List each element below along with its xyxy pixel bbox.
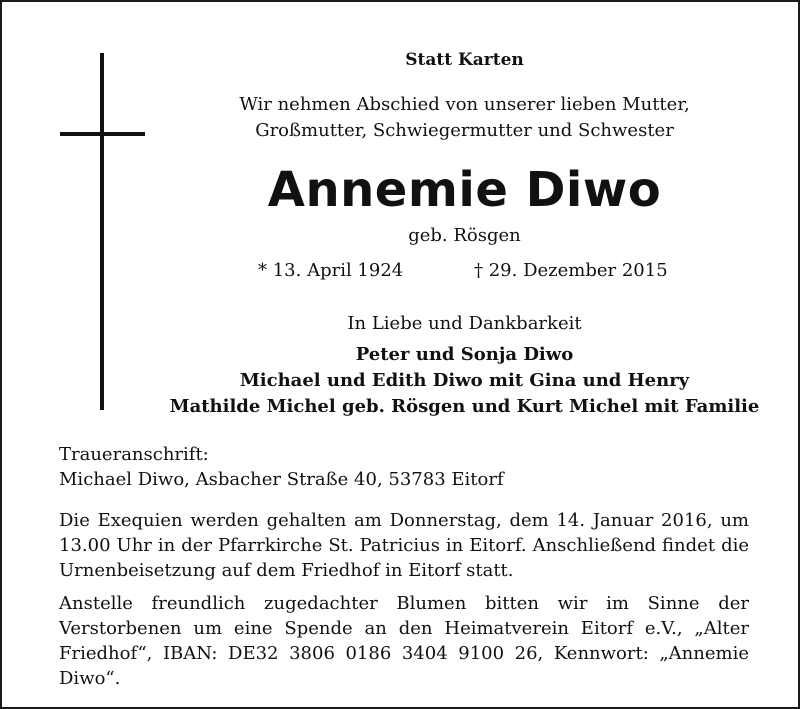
birth-date: * 13. April 1924 bbox=[258, 260, 404, 281]
intro-line-1: Wir nehmen Abschied von unserer lieben Mutter, bbox=[239, 94, 690, 115]
cross-icon-bar bbox=[60, 132, 145, 136]
family-member-line: Peter und Sonja Diwo bbox=[355, 344, 574, 365]
intro-text bbox=[157, 92, 772, 144]
header-statt-karten: Statt Karten bbox=[405, 50, 524, 70]
intro-line-2: Großmutter, Schwiegermutter und Schwester bbox=[255, 120, 674, 141]
family-member-line: Mathilde Michel geb. Rösgen und Kurt Michel mit Familie bbox=[169, 396, 760, 417]
exequien-paragraph: Die Exequien werden gehalten am Donnerstag, dem 14. Januar 2016, um 13.00 Uhr in der Pfarrkirche St. Patricius in Eitorf. Anschließend findet die Urnenbeisetzung auf dem Friedhof in Eitorf statt. bbox=[59, 510, 749, 581]
death-date: † 29. Dezember 2015 bbox=[474, 260, 668, 281]
thanks-line: In Liebe und Dankbarkeit bbox=[347, 313, 582, 334]
deceased-name: Annemie Diwo bbox=[267, 162, 662, 218]
address-value: Michael Diwo, Asbacher Straße 40, 53783 Eitorf bbox=[59, 469, 504, 490]
cross-icon bbox=[100, 53, 104, 410]
mourning-address bbox=[59, 442, 504, 492]
family-member-line: Michael und Edith Diwo mit Gina und Henry bbox=[239, 370, 690, 391]
maiden-name: geb. Rösgen bbox=[408, 225, 521, 246]
address-label: Traueranschrift: bbox=[59, 444, 209, 465]
family-list bbox=[157, 342, 772, 420]
donation-paragraph: Anstelle freundlich zugedachter Blumen bitten wir im Sinne der Verstorbenen um eine Spende an den Heimatverein Eitorf e.V., „Alter Friedhof“, IBAN: DE32 3806 0186 3404 9100 26, Kennwort: „Annemie Diwo“. bbox=[59, 593, 749, 689]
